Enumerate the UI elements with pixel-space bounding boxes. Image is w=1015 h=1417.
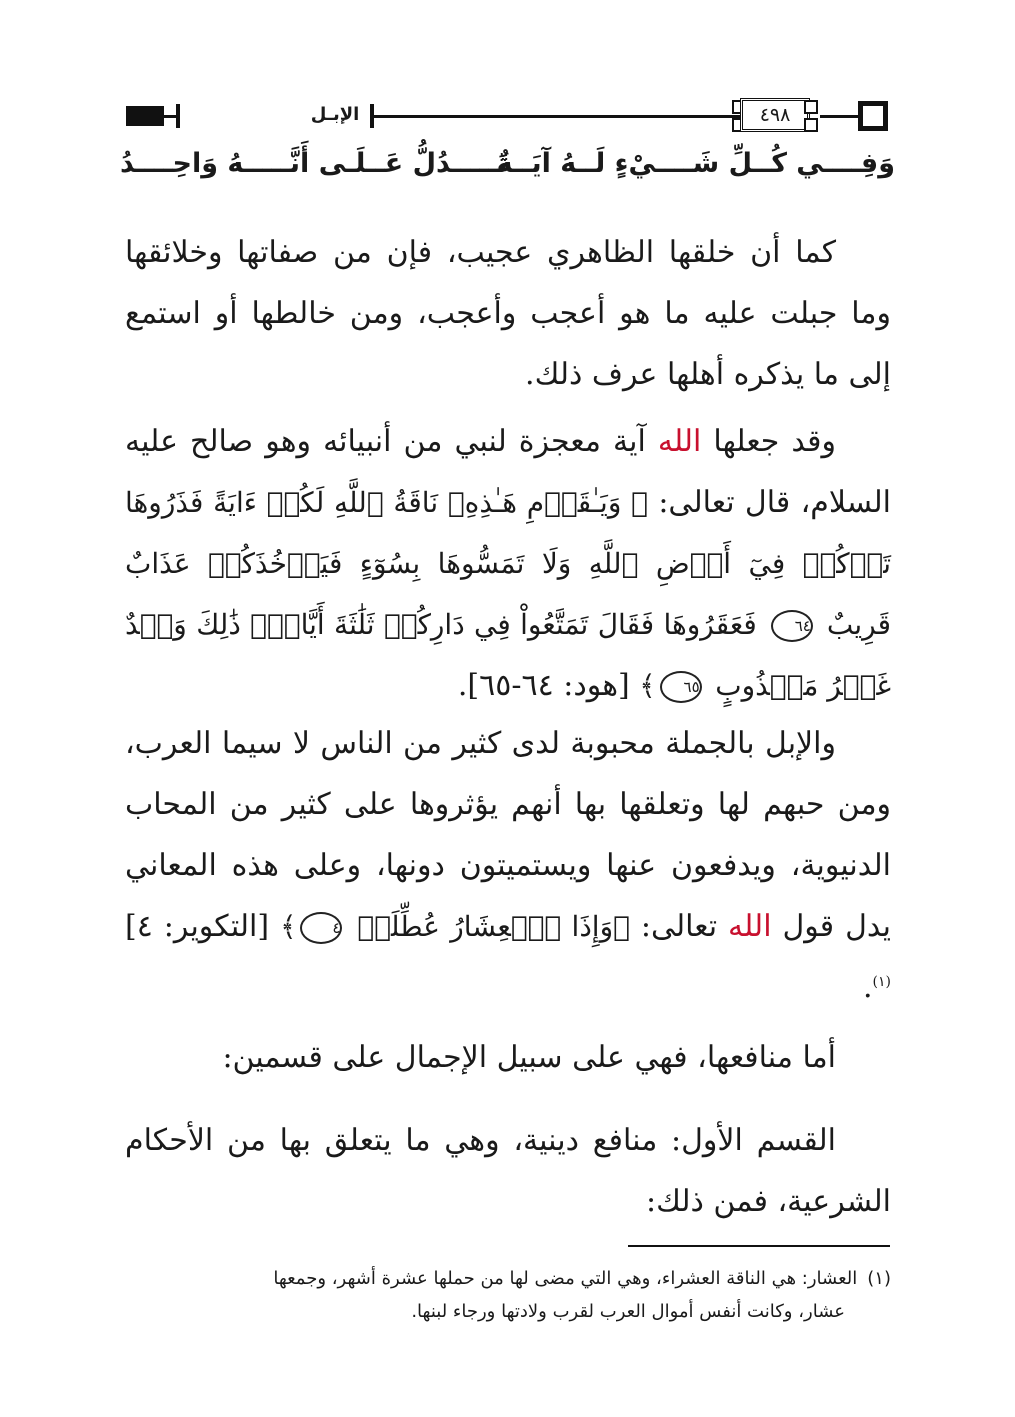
footnote-number: (١) [867,1268,891,1289]
quran-reference: [التكوير: ٤] [125,909,270,944]
header-left-block [126,106,164,126]
verse-first-hemistich: وَفِــــي كُــلِّ شَــــيْءٍ لَــهُ آيَــةٌ [496,148,895,179]
paragraph-5 [125,1110,891,1232]
footnote-line: عشار، وكانت أنفس أموال العرب لقرب ولادتها ورجاء لبنها. [411,1301,845,1322]
section-title: الإبـل [310,104,360,125]
header-bar-mark [176,104,180,128]
quran-quote: ﴿ وَيَـٰقَوۡمِ هَـٰذِهِۦ نَاقَةُ ٱللَّهِ لَكُمۡ ءَايَةً فَذَرُوهَا تَأۡكُلۡ فِيٓ أَرۡضِ ٱللَّهِ وَلَا تَمَسُّوهَا بِسُوٓءٍ فَيَأۡخُذَكُمۡ عَذَابٌ قَرِيبٌ [125,486,891,641]
ornament-knot-right [804,118,818,132]
quran-bracket: ﴾ [639,669,656,702]
header-rule-middle [374,115,740,118]
paragraph-2 [125,411,891,716]
ayah-number-badge: ٤ [300,912,342,944]
paragraph-text: وقد جعلها [713,424,836,459]
quran-quote: فَعَقَرُوهَا فَقَالَ تَمَتَّعُواْ فِي دَارِكُمۡ ثَلَٰثَةَ أَيَّامٍۖ ذَٰلِكَ وَعۡدٌ غَيۡرُ مَكۡذُوبٍ [125,608,891,702]
ayah-number-badge: ٦٥ [660,671,702,703]
paragraph-4 [125,1027,891,1088]
paragraph-text: آية معجزة لنبي من أنبيائه وهو صالح عليه السلام، قال تعالى: [125,424,891,520]
quran-reference: [هود: ٦٤-٦٥]. [457,668,630,703]
paragraph-text: كما أن خلقها الظاهري عجيب، فإن من صفاتها وخلائقها وما جبلت عليه ما هو أعجب وأعجب، ومن خالطها أو استمع إلى ما يذكره أهلها عرف ذلك. [125,235,891,392]
paragraph-text: القسم الأول: منافع دينية، وهي ما يتعلق بها من الأحكام الشرعية، فمن ذلك: [125,1123,891,1219]
footnote-divider [628,1245,890,1247]
sentence-end: . [862,970,873,1005]
ayah-number-badge: ٦٤ [771,610,813,642]
paragraph-text: تعالى: [640,909,718,944]
quran-quote: ﴿وَإِذَا ٱلۡعِشَارُ عُطِّلَتۡ [357,910,630,943]
ornament-knot-right [804,100,818,114]
paragraph-text: والإبل بالجملة محبوبة لدى كثير من الناس لا سيما العرب، ومن حبهم لها وتعلقها بها أنهم يؤثروها على كثير من المحاب الدنيوية، ويدفعون عنها ويستميتون دونها، وعلى هذه المعاني يدل قول [125,726,891,944]
paragraph-3 [125,713,891,1018]
footnote-reference[interactable]: (١) [872,974,891,990]
header-rule-right [820,115,858,118]
header-end-square [858,101,888,131]
footnote-line [125,1262,891,1295]
quran-bracket: ﴾ [280,910,297,943]
footnote [125,1262,891,1328]
paragraph-1 [125,222,891,405]
page-number: ٤٩٨ [740,98,810,132]
divine-name: الله [728,909,772,944]
divine-name: الله [657,424,702,459]
poetry-verse [120,140,895,190]
page-header [120,96,895,136]
footnote-text: العشار: هي الناقة العشراء، وهي التي مضى لها من حملها عشرة أشهر، وجمعها [273,1268,858,1289]
paragraph-text: أما منافعها، فهي على سبيل الإجمال على قسمين: [222,1040,836,1075]
verse-second-hemistich: تَـــــدُلُّ عَــلَـى أَنَّـــــهُ وَاحِــــدُ [120,148,508,179]
